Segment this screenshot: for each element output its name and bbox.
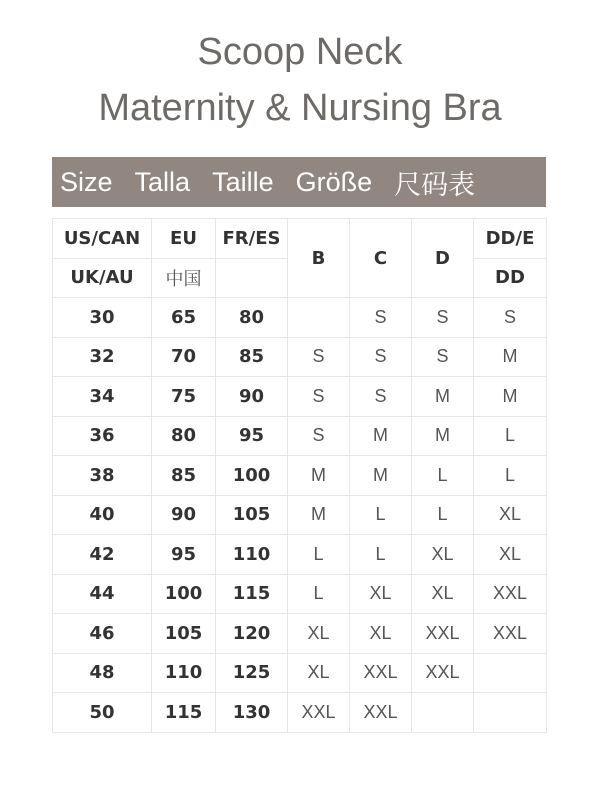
cell-us-can: 44 [53, 574, 152, 614]
cell-fr-es: 130 [216, 693, 288, 733]
cell-fr-es: 115 [216, 574, 288, 614]
cell-cup-b: S [288, 337, 350, 377]
cell-fr-es: 100 [216, 456, 288, 496]
cell-fr-es: 95 [216, 416, 288, 456]
cell-us-can: 36 [53, 416, 152, 456]
cell-cup-b: M [288, 456, 350, 496]
header-us-can: US/CAN [53, 219, 152, 259]
header-empty [216, 258, 288, 298]
cell-eu: 85 [152, 456, 216, 496]
header-fr-es: FR/ES [216, 219, 288, 259]
cell-cup-dd-e: XL [474, 495, 547, 535]
table-row [53, 495, 547, 535]
cell-eu: 75 [152, 377, 216, 417]
cell-cup-b [288, 298, 350, 338]
cell-cup-c: S [350, 337, 412, 377]
cell-eu: 70 [152, 337, 216, 377]
cell-us-can: 40 [53, 495, 152, 535]
cell-cup-b: L [288, 574, 350, 614]
cell-eu: 80 [152, 416, 216, 456]
title-line-2: Maternity & Nursing Bra [98, 87, 502, 129]
cell-us-can: 34 [53, 377, 152, 417]
cell-cup-b: XL [288, 614, 350, 654]
cell-cup-dd-e: XL [474, 535, 547, 575]
cell-eu: 115 [152, 693, 216, 733]
cell-cup-d: S [412, 337, 474, 377]
cell-us-can: 32 [53, 337, 152, 377]
cell-us-can: 46 [53, 614, 152, 654]
table-row [53, 298, 547, 338]
header-cup-dd-e: DD/E [474, 219, 547, 259]
header-uk-au: UK/AU [53, 258, 152, 298]
cell-us-can: 38 [53, 456, 152, 496]
cell-cup-b: L [288, 535, 350, 575]
cell-cup-d: L [412, 456, 474, 496]
cell-cup-d: XXL [412, 614, 474, 654]
cell-eu: 105 [152, 614, 216, 654]
cell-cup-d: M [412, 416, 474, 456]
cell-cup-dd-e: XXL [474, 574, 547, 614]
cell-cup-c: S [350, 298, 412, 338]
size-label-de: Größe [295, 166, 373, 197]
header-cup-dd: DD [474, 258, 547, 298]
cell-fr-es: 80 [216, 298, 288, 338]
cell-us-can: 30 [53, 298, 152, 338]
cell-cup-c: XL [350, 614, 412, 654]
cell-cup-dd-e: M [474, 337, 547, 377]
table-row [53, 614, 547, 654]
table-row [53, 337, 547, 377]
cell-cup-dd-e: S [474, 298, 547, 338]
cell-fr-es: 90 [216, 377, 288, 417]
table-row [53, 693, 547, 733]
cell-eu: 95 [152, 535, 216, 575]
cell-fr-es: 105 [216, 495, 288, 535]
cell-cup-d: XL [412, 535, 474, 575]
cell-fr-es: 110 [216, 535, 288, 575]
size-label-en: Size [60, 166, 113, 197]
table-row [53, 535, 547, 575]
cell-cup-d: L [412, 495, 474, 535]
cell-cup-c: S [350, 377, 412, 417]
cell-cup-dd-e: L [474, 456, 547, 496]
cell-cup-d: M [412, 377, 474, 417]
size-label-es: Talla [134, 166, 191, 197]
cell-cup-b: M [288, 495, 350, 535]
table-row [53, 377, 547, 417]
cell-cup-dd-e: M [474, 377, 547, 417]
title-line-1: Scoop Neck [197, 31, 403, 73]
cell-eu: 110 [152, 653, 216, 693]
size-label-fr: Taille [212, 166, 274, 197]
size-chart-table [52, 218, 547, 733]
cell-cup-d: S [412, 298, 474, 338]
cell-cup-dd-e [474, 653, 547, 693]
cell-cup-d: XL [412, 574, 474, 614]
cell-us-can: 42 [53, 535, 152, 575]
cell-cup-c: M [350, 416, 412, 456]
size-label-zh: 尺码表 [394, 169, 476, 200]
table-row [53, 653, 547, 693]
table-row [53, 416, 547, 456]
cell-cup-c: L [350, 535, 412, 575]
table-row [53, 456, 547, 496]
cell-cup-dd-e: XXL [474, 614, 547, 654]
cell-cup-c: XXL [350, 653, 412, 693]
cell-cup-b: S [288, 377, 350, 417]
cell-fr-es: 125 [216, 653, 288, 693]
cell-cup-d [412, 693, 474, 733]
cell-eu: 100 [152, 574, 216, 614]
table-row [53, 574, 547, 614]
header-china: 中国 [152, 258, 216, 298]
page-title [0, 24, 600, 136]
cell-cup-dd-e: L [474, 416, 547, 456]
header-cup-d: D [412, 219, 474, 298]
cell-fr-es: 120 [216, 614, 288, 654]
cell-cup-c: XXL [350, 693, 412, 733]
cell-us-can: 50 [53, 693, 152, 733]
size-header-bar [52, 157, 546, 207]
cell-cup-c: XL [350, 574, 412, 614]
cell-cup-dd-e [474, 693, 547, 733]
header-cup-c: C [350, 219, 412, 298]
cell-cup-d: XXL [412, 653, 474, 693]
header-row-1 [53, 219, 547, 259]
cell-eu: 65 [152, 298, 216, 338]
header-cup-b: B [288, 219, 350, 298]
cell-us-can: 48 [53, 653, 152, 693]
header-eu: EU [152, 219, 216, 259]
cell-cup-b: XL [288, 653, 350, 693]
cell-cup-c: L [350, 495, 412, 535]
cell-cup-b: XXL [288, 693, 350, 733]
cell-fr-es: 85 [216, 337, 288, 377]
cell-cup-b: S [288, 416, 350, 456]
cell-eu: 90 [152, 495, 216, 535]
cell-cup-c: M [350, 456, 412, 496]
